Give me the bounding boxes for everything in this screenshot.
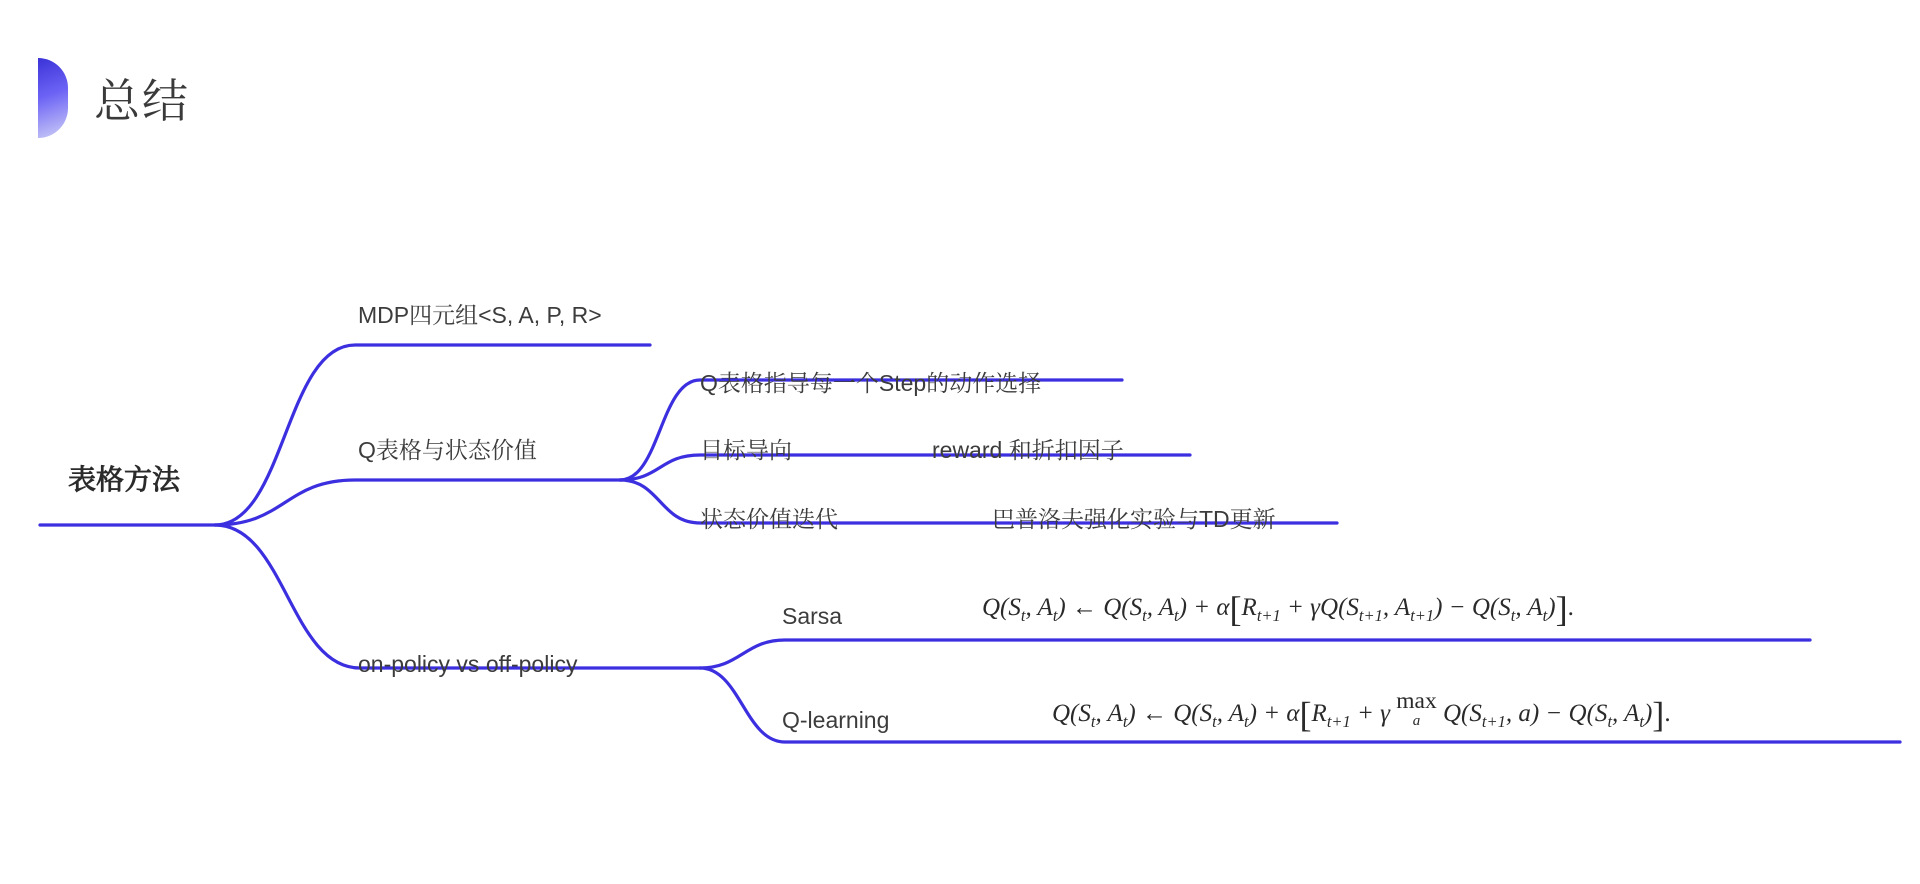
mindmap-leaf-state-value-iteration[interactable]: 状态价值迭代 bbox=[700, 506, 838, 532]
mindmap-leaf-q-step-action[interactable]: Q表格指导每一个Step的动作选择 bbox=[700, 370, 1042, 396]
mindmap-node-mdp[interactable]: MDP四元组<S, A, P, R> bbox=[358, 302, 602, 328]
page-title: 总结 bbox=[94, 75, 190, 127]
mindmap-root-node[interactable]: 表格方法 bbox=[68, 464, 181, 495]
mindmap-note-reward-discount: reward 和折扣因子 bbox=[932, 437, 1124, 463]
formula-sarsa: $Q(S_t$, $A_t$) ← $Q(S_t$, $A_t) + \alpha[R_{t+1} + \gamma Q(S_{t+1}$, $A_{t+1}) - Q(S_t$, $A_t$)]. bbox=[982, 589, 1574, 629]
mindmap-leaf-q-learning[interactable]: Q-learning bbox=[782, 707, 890, 733]
formula-q-learning: $Q(S_t$, $A_t$) ← $Q(S_t$, $A_t) + \alpha[R_{t+1} + \gamma$ max a $Q(S_{t+1}$, $a) - Q(S_t$, $A_t$)]. bbox=[1052, 688, 1671, 735]
mindmap-leaf-sarsa[interactable]: Sarsa bbox=[782, 603, 843, 629]
mindmap-node-qtable-value[interactable]: Q表格与状态价值 bbox=[358, 437, 537, 463]
mindmap-leaf-goal-oriented[interactable]: 目标导向 bbox=[700, 437, 792, 463]
mindmap-note-pavlov-td: 巴普洛夫强化实验与TD更新 bbox=[992, 506, 1276, 532]
mindmap-node-policy[interactable]: on-policy vs off-policy bbox=[358, 651, 578, 677]
